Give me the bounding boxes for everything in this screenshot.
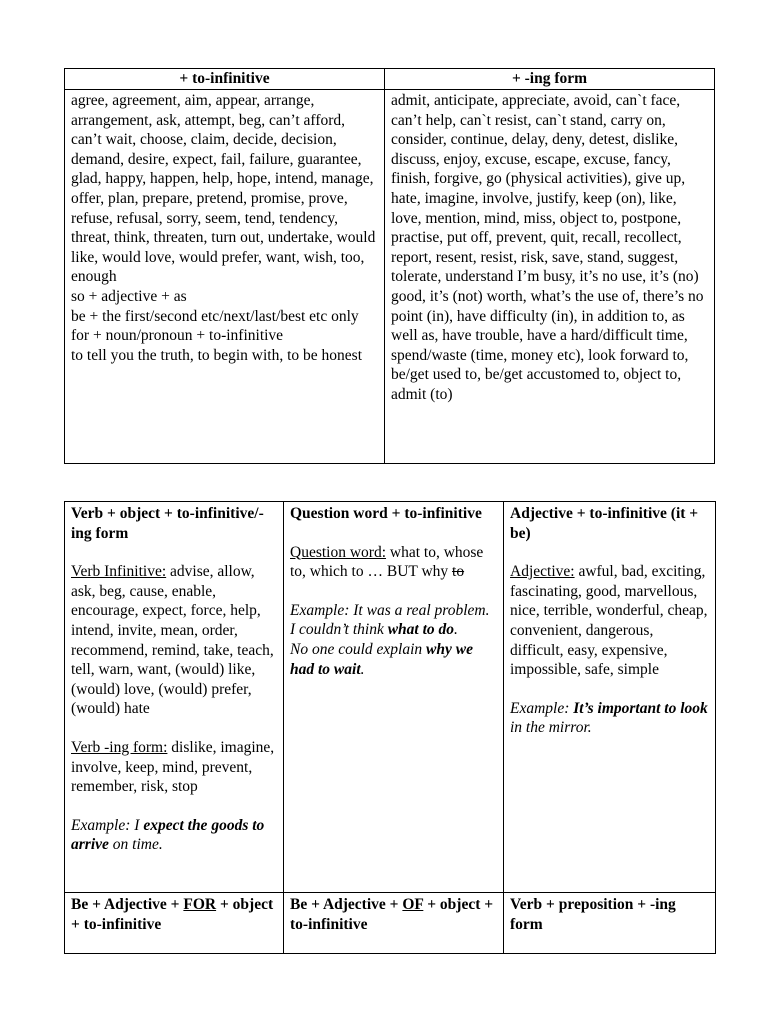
adjective-cell	[504, 502, 716, 893]
adjective-example-prefix: Example:	[510, 699, 574, 717]
example-prefix: Example: I	[71, 816, 144, 834]
for-suffix: + object + to-infinitive	[71, 896, 274, 933]
question-word-block	[290, 543, 497, 582]
to-infinitive-list: agree, agreement, aim, appear, arrange, arrangement, ask, attempt, beg, can’t afford, can’t wait, choose, claim, decide, decision, demand, desire, expect, fail, failure, guarantee, glad, happy, happen, help, hope, intend, manage, offer, plan, prepare, pretend, promise, prove, refuse, refusal, sorry, seem, tend, tendency, threat, think, threaten, turn out, undertake, would like, would love, would prefer, want, wish, too, enough	[71, 92, 376, 286]
adjective-example-bold: It’s important to look	[573, 699, 708, 717]
adjective-example	[510, 699, 709, 738]
of-keyword: OF	[402, 896, 424, 913]
adjective-text: awful, bad, exciting, fascinating, good, marvellous, nice, terrible, wonderful, cheap, convenient, dangerous, difficult, easy, expensive, impossible, safe, simple	[510, 563, 708, 679]
be-the-first-line: be + the first/second etc/next/last/best etc only	[71, 307, 359, 325]
question-word-example-2	[290, 640, 497, 679]
verb-infinitive-text: advise, allow, ask, beg, cause, enable, encourage, expect, force, help, intend, invite, mean, order, recommend, remind, take, teach, tell, warn, want, (would) like, (would) love, (would) prefer, (would) hate	[71, 563, 274, 718]
example-1-text: Example: It was a real problem. I couldn’t think	[290, 601, 490, 639]
so-adjective-as-line: so + adjective + as	[71, 287, 187, 305]
to-tell-you-line: to tell you the truth, to begin with, to be honest	[71, 346, 363, 364]
adjective-header: Adjective + to-infinitive (it + be)	[510, 505, 699, 542]
be-adjective-of-cell	[284, 893, 504, 954]
ing-form-list: admit, anticipate, appreciate, avoid, can`t face, can’t help, can`t resist, can`t stand, carry on, consider, continue, delay, deny, detest, dislike, discuss, enjoy, excuse, escape, excuse, fancy, finish, forgive, go (physical activities), give up, hate, imagine, involve, justify, keep (on), like, love, mention, mind, miss, object to, postpone, practise, put off, prevent, quit, recall, recollect, report, resent, resist, risk, save, stand, suggest, tolerate, understand I’m busy, it’s no use, it’s (no) good, it’s (not) worth, what’s the use of, there’s no point (in), have difficulty (in), in addition to, as well as, have trouble, have a hard/difficult time, spend/waste (time, money etc), look forward to, be/get used to, be/get accustomed to, object to, admit (to)	[391, 92, 704, 403]
example-bold: expect the goods to arrive	[71, 816, 265, 854]
ing-form-cell	[385, 90, 715, 464]
question-word-header: Question word + to-infinitive	[290, 505, 482, 522]
structures-table	[64, 501, 716, 954]
to-infinitive-cell	[65, 90, 385, 464]
for-noun-line: for + noun/pronoun + to-infinitive	[71, 327, 284, 345]
verb-infinitive-block	[71, 562, 277, 719]
verb-ing-block	[71, 738, 277, 797]
of-prefix: Be + Adjective +	[290, 896, 403, 913]
for-keyword: FOR	[183, 896, 217, 913]
adjective-block	[510, 562, 709, 680]
example-2-bold: why we had to wait	[290, 640, 473, 678]
question-word-cell	[284, 502, 504, 893]
verb-infinitive-label: Verb Infinitive:	[71, 563, 167, 581]
to-infinitive-vs-ing-table	[64, 68, 715, 464]
question-word-example-1	[290, 601, 497, 640]
verb-ing-text: dislike, imagine, involve, keep, mind, prevent, remember, risk, stop	[71, 738, 275, 796]
example-2-end: .	[360, 660, 365, 678]
question-word-text: what to, whose to, which to … BUT why	[290, 543, 484, 581]
adjective-label: Adjective:	[510, 563, 575, 581]
ing-form-header: + -ing form	[385, 69, 715, 90]
adjective-example-suffix: in the mirror.	[510, 719, 592, 737]
example-suffix: on time.	[108, 836, 163, 854]
example-2-text: No one could explain	[290, 640, 427, 658]
struck-to: to	[452, 563, 465, 581]
verb-preposition-cell: Verb + preposition + -ing form	[504, 893, 716, 954]
verb-object-header: Verb + object + to-infinitive/-ing form	[71, 505, 264, 542]
example-1-end: .	[454, 621, 458, 639]
for-prefix: Be + Adjective +	[71, 896, 184, 913]
of-suffix: + object + to-infinitive	[290, 896, 494, 933]
question-word-label: Question word:	[290, 543, 387, 561]
be-adjective-for-cell	[65, 893, 284, 954]
to-infinitive-header: + to-infinitive	[65, 69, 385, 90]
verb-object-example	[71, 816, 277, 855]
example-1-bold: what to do	[387, 621, 455, 639]
verb-ing-label: Verb -ing form:	[71, 738, 168, 756]
verb-object-cell	[65, 502, 284, 893]
